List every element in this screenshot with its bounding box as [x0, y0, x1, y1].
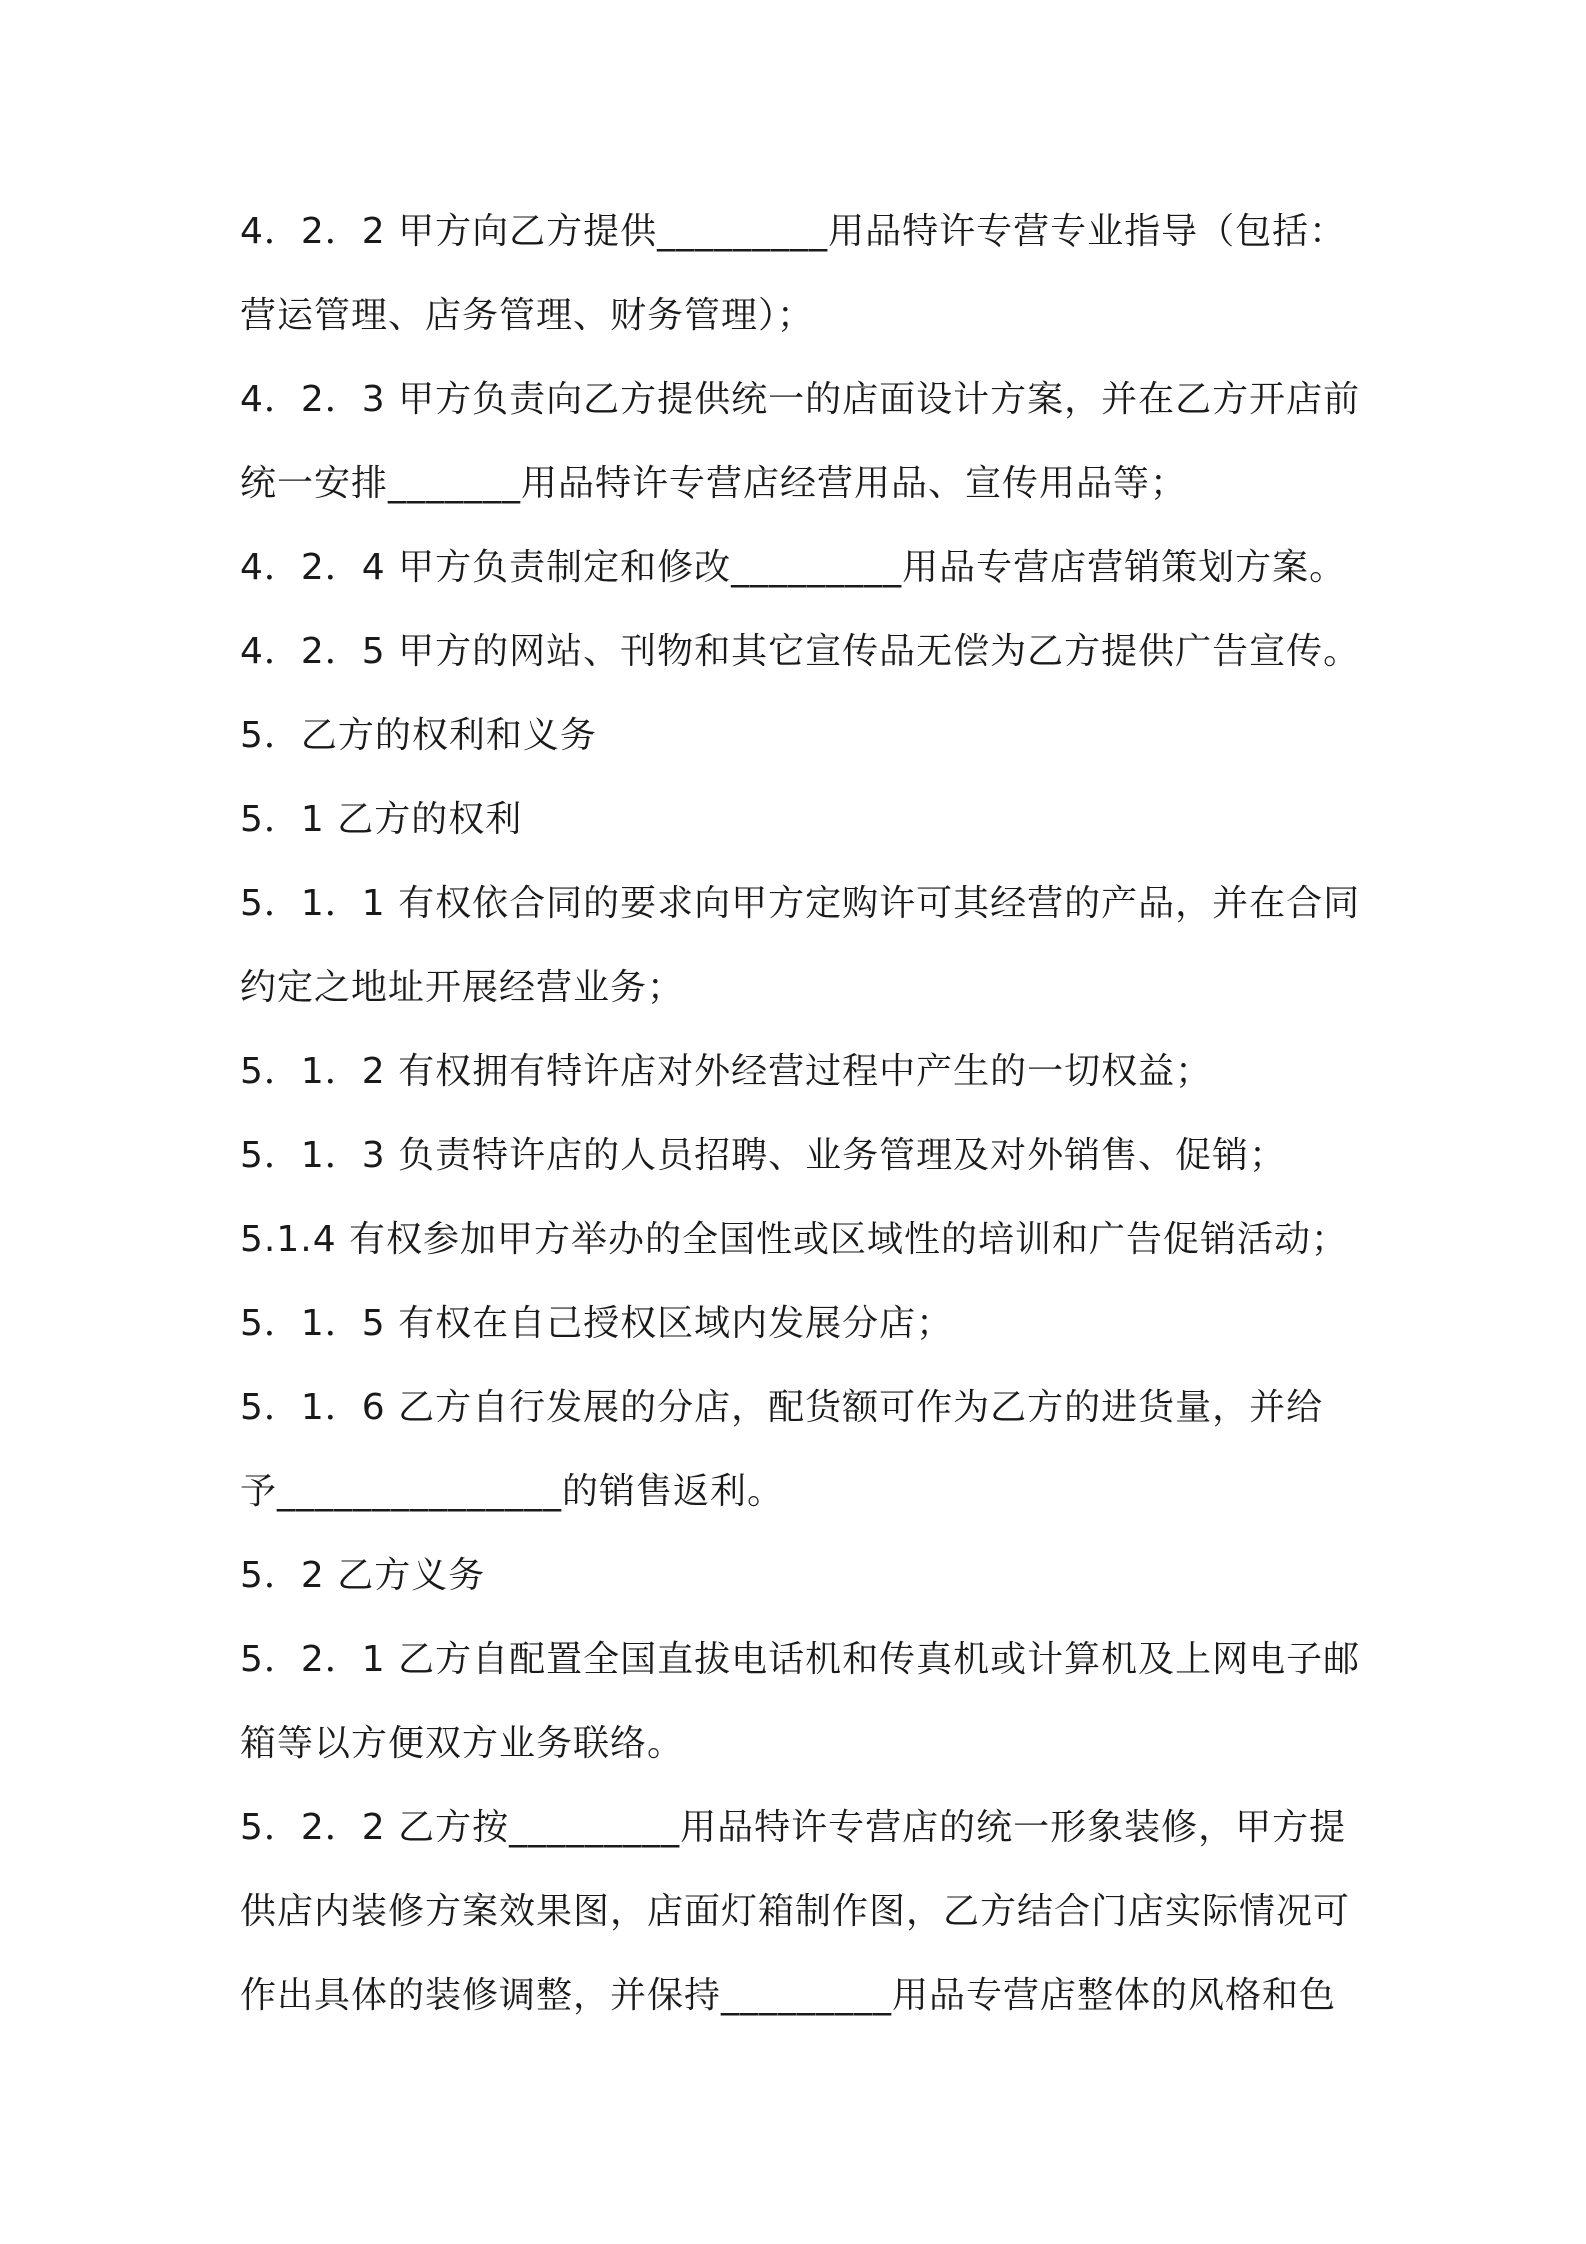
text-line-5-1-6: 5．1．6 乙方自行发展的分店，配货额可作为乙方的进货量，并给 [240, 1387, 1324, 1428]
section-heading-5: 5．乙方的权利和义务 [240, 715, 597, 756]
text-line-4-2-5: 4．2．5 甲方的网站、刊物和其它宣传品无偿为乙方提供广告宣传。 [240, 631, 1361, 672]
subsection-heading-5-1: 5．1 乙方的权利 [240, 799, 523, 840]
text-line-4-2-4: 4．2．4 甲方负责制定和修改_________用品专营店营销策划方案。 [240, 547, 1347, 588]
text-line-4-2-3: 4．2．3 甲方负责向乙方提供统一的店面设计方案，并在乙方开店前 [240, 379, 1361, 420]
text-line-4-2-3-cont: 统一安排_______用品特许专营店经营用品、宣传用品等； [240, 463, 1188, 504]
text-line-5-1-4: 5.1.4 有权参加甲方举办的全国性或区域性的培训和广告促销活动； [240, 1219, 1349, 1260]
text-line-5-1-2: 5．1．2 有权拥有特许店对外经营过程中产生的一切权益； [240, 1051, 1213, 1092]
text-line-5-2-2: 5．2．2 乙方按_________用品特许专营店的统一形象装修，甲方提 [240, 1807, 1347, 1848]
text-line-4-2-2: 4．2．2 甲方向乙方提供_________用品特许专营专业指导（包括： [240, 211, 1347, 252]
text-line-5-1-1-cont: 约定之地址开展经营业务； [240, 967, 685, 1008]
text-line-5-1-3: 5．1．3 负责特许店的人员招聘、业务管理及对外销售、促销； [240, 1135, 1287, 1176]
text-line-5-2-2-cont: 供店内装修方案效果图，店面灯箱制作图，乙方结合门店实际情况可 [240, 1891, 1351, 1932]
text-line-5-2-2-cont2: 作出具体的装修调整，并保持_________用品专营店整体的风格和色 [240, 1975, 1337, 2016]
contract-text [240, 190, 1370, 2038]
text-line-5-1-1: 5．1．1 有权依合同的要求向甲方定购许可其经营的产品，并在合同 [240, 883, 1361, 924]
text-line-4-2-2-cont: 营运管理、店务管理、财务管理）； [240, 295, 815, 336]
subsection-heading-5-2: 5．2 乙方义务 [240, 1555, 486, 1596]
text-line-5-2-1-cont: 箱等以方便双方业务联络。 [240, 1723, 685, 1764]
text-line-5-2-1: 5．2．1 乙方自配置全国直拔电话机和传真机或计算机及上网电子邮 [240, 1639, 1361, 1680]
text-line-5-1-6-cont: 予_______________的销售返利。 [240, 1471, 785, 1512]
text-line-5-1-5: 5．1．5 有权在自己授权区域内发展分店； [240, 1303, 954, 1344]
